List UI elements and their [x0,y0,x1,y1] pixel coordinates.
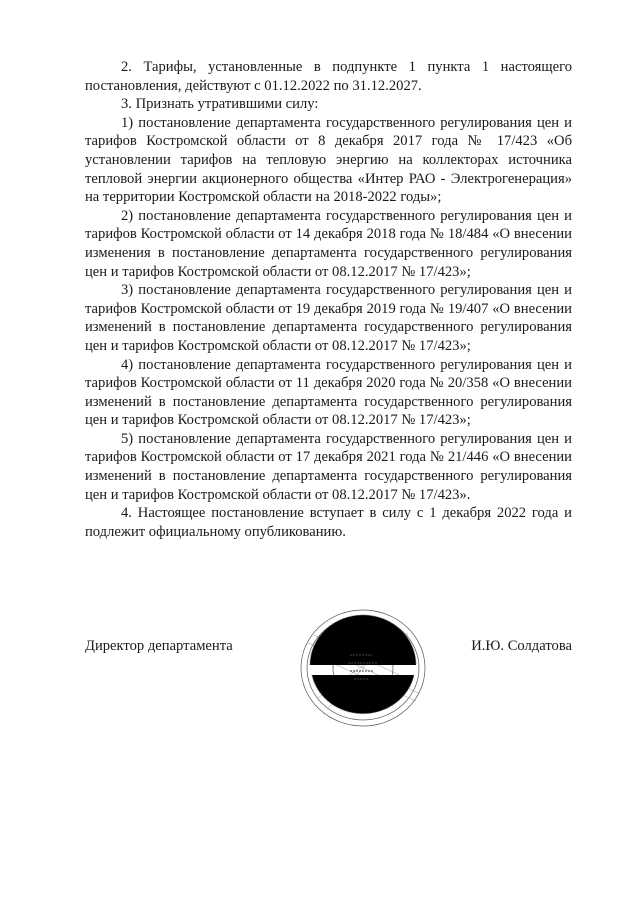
signatory-name: И.Ю. Солдатова [471,638,572,654]
paragraph-repeal-item-2: 2) постановление департамента государственного регулирования цен и тарифов Костромской области от 14 декабря 2018 года № 18/484 «О внесении изменения в постановление департамента государственного регулирования цен и тарифов Костромской области от 08.12.2017 № 17/423»; [85,207,572,280]
paragraph-repeal-heading: 3. Признать утратившими силу: [121,96,319,113]
paragraph-repeal-item-1: 1) постановление департамента государственного регулирования цен и тарифов Костромской области от 8 декабря 2017 года № 17/423 «Об установлении тарифов на тепловую энергию на коллекторах источника тепловой энергии акционерного общества «Интер РАО - Электрогенерация» на территории Костромской области на 2018-2022 годы»; [85,114,572,206]
paragraph-repeal-item-3: 3) постановление департамента государственного регулирования цен и тарифов Костромской области от 19 декабря 2019 года № 19/407 «О внесении изменений в постановление департамента государственного регулирования цен и тарифов Костромской области от 08.12.2017 № 17/423»; [85,282,572,354]
paragraph-tariff-validity: 2. Тарифы, установленные в подпункте 1 пункта 1 настоящего постановления, действуют с 01.12.2022 по 31.12.2027. [85,59,572,94]
paragraph-effective-date: 4. Настоящее постановление вступает в силу с 1 декабря 2022 года и подлежит официальному опубликованию. [85,505,572,540]
paragraph-repeal-item-4: 4) постановление департамента государственного регулирования цен и тарифов Костромской области от 11 декабря 2020 года № 20/358 «О внесении изменений в постановление департамента государственного регулирования цен и тарифов Костромской области от 08.12.2017 № 17/423»; [85,356,572,429]
document-body [85,58,572,541]
official-seal-stamp [288,603,438,733]
signatory-position: Директор департамента [85,638,233,654]
paragraph-repeal-item-5: 5) постановление департамента государственного регулирования цен и тарифов Костромской области от 17 декабря 2021 года № 21/446 «О внесении изменений в постановление департамента государственного регулирования цен и тарифов Костромской области от 08.12.2017 № 17/423». [85,430,572,503]
